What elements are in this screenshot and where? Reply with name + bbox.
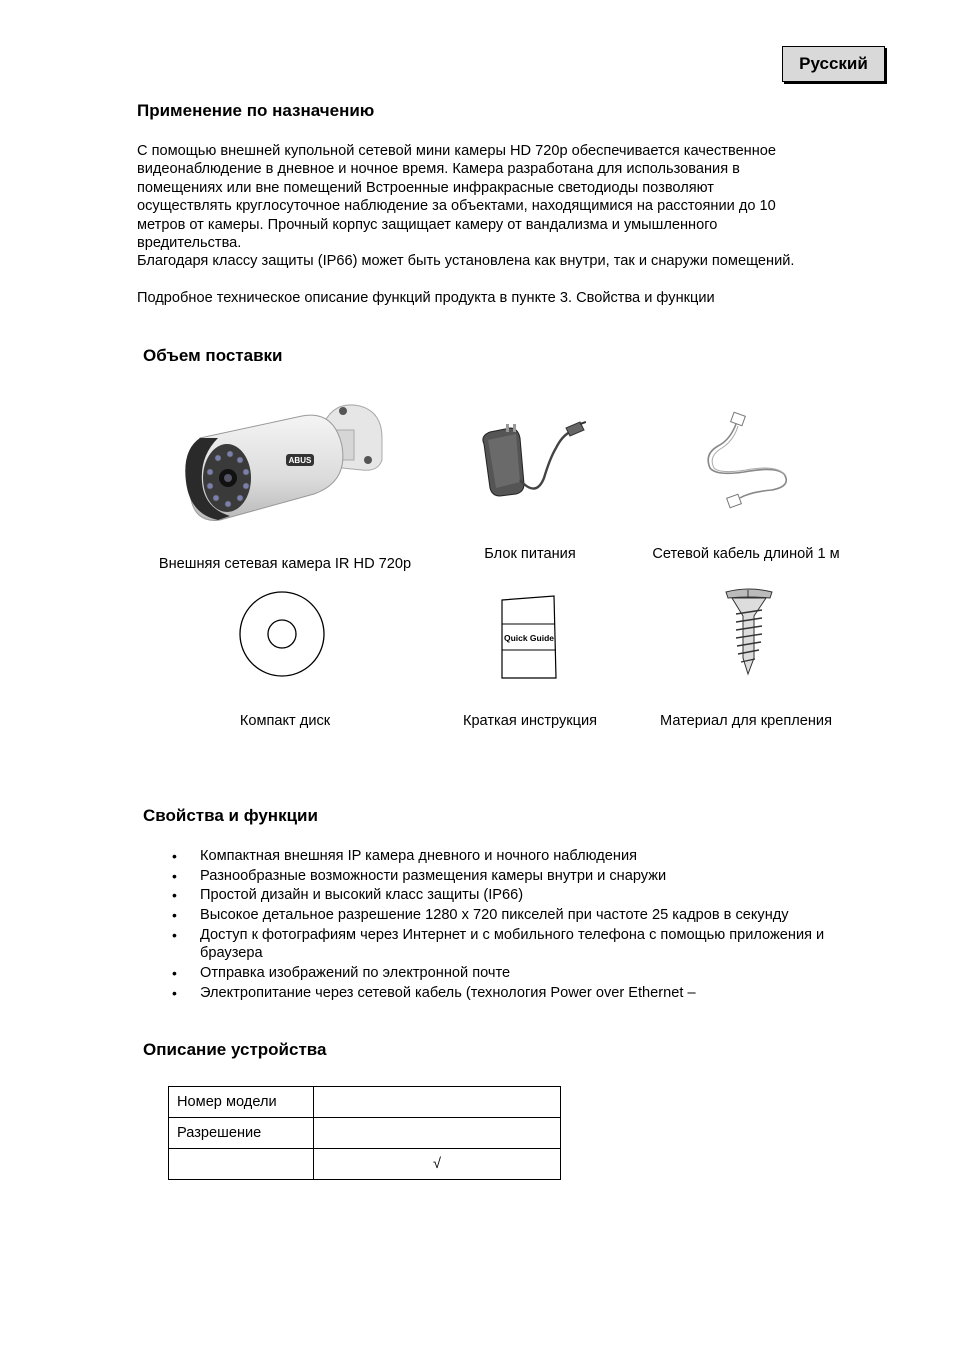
table-cell: √	[314, 1149, 561, 1180]
screw-icon	[724, 588, 774, 678]
table-row	[169, 1149, 561, 1180]
features-reference: Подробное техническое описание функций продукта в пункте 3. Свойства и функции	[137, 290, 715, 306]
list-item: • Высокое детальное разрешение 1280 x 720 пикселей при частоте 25 кадров в секунду	[170, 906, 890, 925]
table-cell	[314, 1087, 561, 1118]
quick-guide-icon	[500, 594, 558, 680]
heading-intended-use: Применение по назначению	[137, 101, 375, 120]
delivery-item-label: Блок питания	[484, 546, 576, 562]
table-row	[169, 1118, 561, 1149]
list-item: • Отправка изображений по электронной почте	[170, 964, 890, 983]
power-adapter-icon	[476, 418, 586, 508]
delivery-item-label: Сетевой кабель длиной 1 м	[652, 546, 840, 562]
table-cell: Номер модели	[169, 1087, 314, 1118]
table-cell	[314, 1118, 561, 1149]
list-item: • Электропитание через сетевой кабель (технология Power over Ethernet –	[170, 984, 890, 1003]
delivery-item-label: Компакт диск	[239, 713, 331, 729]
network-cable-icon	[700, 410, 792, 514]
features-list	[170, 847, 890, 1003]
intended-use-line: С помощью внешней купольной сетевой мини камеры HD 720p обеспечивается качественное	[137, 143, 777, 159]
language-tab: Русский	[782, 46, 885, 82]
brand-logo: ABUS	[288, 456, 312, 465]
heading-delivery: Объем поставки	[143, 346, 283, 365]
table-cell	[169, 1149, 314, 1180]
table-cell: Разрешение	[169, 1118, 314, 1149]
intended-use-line: помещениях или вне помещений Встроенные инфракрасные светодиоды позволяют	[137, 179, 714, 196]
list-item: • Компактная внешняя IP камера дневного и ночного наблюдения	[170, 847, 890, 866]
delivery-item-label: Краткая инструкция	[462, 713, 598, 729]
device-spec-table	[168, 1086, 561, 1180]
list-item: • Доступ к фотографиям через Интернет и с мобильного телефона с помощью приложения и браузера	[170, 926, 890, 963]
heading-device-description: Описание устройства	[143, 1040, 327, 1059]
list-item: • Простой дизайн и высокий класс защиты (IP66)	[170, 886, 890, 905]
camera-icon	[182, 398, 392, 528]
cd-icon	[238, 590, 326, 678]
intended-use-paragraph	[137, 142, 877, 271]
intended-use-line: видеонаблюдение в дневное и ночное время. Камера разработана для использования в	[137, 161, 740, 178]
list-item: • Разнообразные возможности размещения камеры внутри и снаружи	[170, 867, 890, 886]
heading-features: Свойства и функции	[143, 806, 318, 825]
delivery-item-label: Внешняя сетевая камера IR HD 720p	[158, 556, 412, 572]
intended-use-line: вредительства.	[137, 235, 242, 252]
intended-use-line: метров от камеры. Прочный корпус защищает камеру от вандализма и умышленного	[137, 216, 718, 233]
table-row	[169, 1087, 561, 1118]
intended-use-line: Благодаря классу защиты (IP66) может быть установлена как внутри, так и снаружи помещений.	[137, 253, 795, 270]
quick-guide-cover-text: Quick Guide	[503, 633, 555, 643]
intended-use-line: осуществлять круглосуточное наблюдение за объектами, находящимися на расстоянии до 10	[137, 198, 776, 215]
delivery-item-label: Материал для крепления	[660, 713, 832, 729]
